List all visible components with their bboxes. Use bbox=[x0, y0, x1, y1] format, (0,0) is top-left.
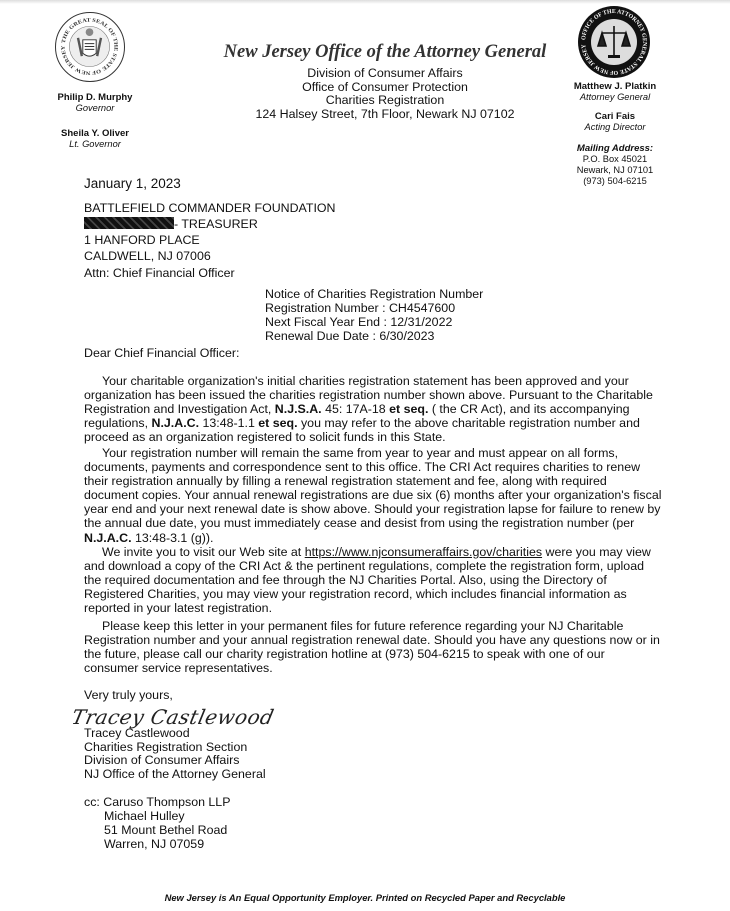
left-officials bbox=[40, 92, 150, 150]
footer-note: New Jersey is An Equal Opportunity Employer. Printed on Recycled Paper and Recyclable bbox=[164, 892, 566, 903]
official-title: Governor bbox=[75, 103, 115, 113]
text: Your registration number will remain the same from year to year and must appear on all forms, documents, payments and correspondence sent to this office. The CRI Act requires charities to renew their registration annually by filling a renewal registration statement and fee, along with required document copies. Your annual renewal registrations are due six (6) months after your organization's fiscal year end and your next renewal date is show above. Should your registration lapse for failure to renew by the annual due date, you must immediately cease and desist from using the registration number (per bbox=[84, 446, 662, 531]
renewal-due-date: Renewal Due Date : 6/30/2023 bbox=[265, 329, 435, 343]
text: 13:48-3.1 (g)). bbox=[131, 530, 214, 545]
recipient-address-line: 1 HANFORD PLACE bbox=[84, 233, 200, 247]
paragraph-renewal bbox=[84, 446, 662, 545]
official-name: Matthew J. Platkin bbox=[573, 81, 657, 92]
cc-block bbox=[84, 795, 230, 851]
division-line: Division of Consumer Affairs bbox=[307, 66, 463, 80]
cc-line: 51 Mount Bethel Road bbox=[104, 823, 228, 837]
signer-line: Division of Consumer Affairs bbox=[84, 753, 240, 767]
redacted-name bbox=[84, 217, 174, 229]
cc-line: Michael Hulley bbox=[104, 809, 185, 823]
official-title: Attorney General bbox=[579, 92, 651, 102]
right-officials bbox=[560, 81, 670, 187]
mailing-line: (973) 504-6215 bbox=[583, 176, 647, 186]
official-name: Cari Fais bbox=[594, 111, 636, 122]
valediction: Very truly yours, bbox=[84, 688, 173, 702]
left-seal-text: THE GREAT SEAL OF THE STATE OF NEW JERSEY bbox=[60, 17, 119, 76]
recipient-role: - TREASURER bbox=[174, 217, 258, 231]
recipient-attn: Attn: Chief Financial Officer bbox=[84, 266, 235, 280]
cc-label: cc: Caruso Thompson LLP bbox=[84, 795, 231, 809]
signer-block bbox=[84, 727, 266, 781]
citation: N.J.S.A. bbox=[274, 402, 322, 417]
paragraph-keep-letter: Please keep this letter in your permanent files for future reference regarding your NJ Charitable Registration number and your annual registration renewal date. Should you have any questions now or in the future, please call our charity registration hotline at (973) 504-6215 to speak with one of our consumer service representatives. bbox=[84, 619, 660, 676]
text: were you may view and download a copy of the CRI Act & the pertinent regulations, complete the registration form, upload the required documentation and fee through the NJ Charities Portal. Also, using the Directory of Registered Charities, you may view your registration record, which includes financial information as reported in your latest registration. bbox=[84, 545, 651, 616]
citation: et seq. bbox=[258, 416, 298, 431]
letter-date: January 1, 2023 bbox=[84, 176, 181, 191]
registration-notice bbox=[265, 287, 483, 343]
official-title: Lt. Governor bbox=[69, 139, 121, 149]
signer-line: NJ Office of the Attorney General bbox=[84, 766, 266, 781]
charities-website-link[interactable]: https://www.njconsumeraffairs.gov/charities bbox=[304, 545, 543, 559]
letterhead-title: New Jersey Office of the Attorney General bbox=[223, 42, 547, 62]
official-title: Acting Director bbox=[584, 122, 646, 132]
text: Your charitable organization's initial charities registration statement has been approved and your organization has been issued the charities registration number shown above. Pursuant to the Charitable Registration and Investigation Act, bbox=[84, 374, 653, 417]
recipient-address bbox=[84, 200, 336, 281]
division-line: Office of Consumer Protection bbox=[302, 79, 468, 94]
text: 13:48-1.1 bbox=[199, 416, 259, 431]
salutation: Dear Chief Financial Officer: bbox=[84, 346, 240, 360]
notice-heading: Notice of Charities Registration Number bbox=[265, 287, 484, 301]
division-line: Charities Registration bbox=[325, 93, 445, 107]
mailing-line: Newark, NJ 07101 bbox=[576, 165, 654, 175]
text: 45: 17A-18 bbox=[321, 402, 390, 417]
signature-image: Tracey Castlewood bbox=[69, 705, 277, 729]
paragraph-website bbox=[84, 545, 662, 615]
cc-line: Warren, NJ 07059 bbox=[104, 837, 205, 851]
signer-line: Charities Registration Section bbox=[84, 739, 248, 754]
official-name: Philip D. Murphy bbox=[57, 92, 133, 103]
citation: N.J.A.C. bbox=[84, 530, 132, 545]
text: you may refer to the above charitable registration number and proceed as an organization registered to solicit funds in this State. bbox=[84, 416, 640, 445]
signer-name: Tracey Castlewood bbox=[84, 726, 190, 740]
right-seal-text: OFFICE OF THE ATTORNEY GENERAL STATE OF NEW JERSEY bbox=[581, 8, 648, 76]
division-address: 124 Halsey Street, 7th Floor, Newark NJ 07102 bbox=[255, 106, 515, 121]
official-name: Sheila Y. Oliver bbox=[61, 128, 129, 139]
text: ( the CR Act), and its accompanying regulations, bbox=[84, 402, 630, 431]
text: We invite you to visit our Web site at bbox=[102, 545, 305, 559]
paragraph-approval bbox=[84, 374, 662, 444]
citation: N.J.A.C. bbox=[151, 416, 200, 431]
mailing-label: Mailing Address: bbox=[576, 143, 654, 154]
recipient-org: BATTLEFIELD COMMANDER FOUNDATION bbox=[84, 201, 336, 215]
recipient-address-line: CALDWELL, NJ 07006 bbox=[84, 249, 211, 263]
fiscal-year-end: Next Fiscal Year End : 12/31/2022 bbox=[265, 315, 453, 329]
page-top-shadow bbox=[0, 0, 730, 4]
citation: et seq. bbox=[389, 402, 429, 417]
registration-number: Registration Number : CH4547600 bbox=[265, 301, 456, 315]
mailing-line: P.O. Box 45021 bbox=[582, 154, 648, 164]
